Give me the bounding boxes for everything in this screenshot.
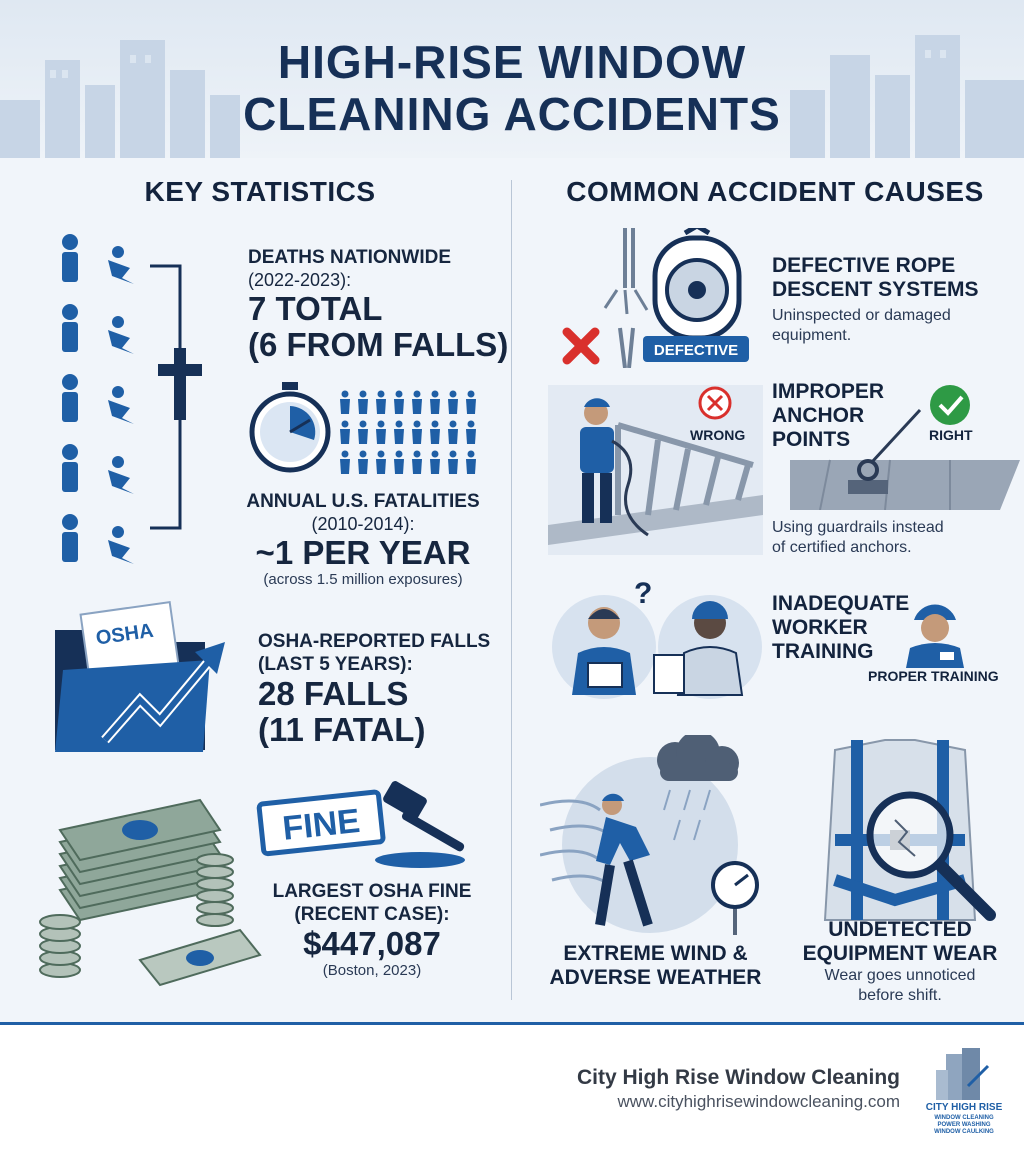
small-person-body — [340, 399, 350, 414]
title-line-1: HIGH-RISE WINDOW — [277, 36, 747, 88]
gauge-icon — [713, 863, 757, 935]
small-person-icon — [378, 421, 385, 428]
small-person-icon — [450, 451, 457, 458]
small-person-icon — [414, 391, 421, 398]
deaths-detail: (6 FROM FALLS) — [248, 326, 509, 363]
small-person-body — [394, 459, 404, 474]
rope-title-2: DESCENT SYSTEMS — [772, 278, 979, 301]
small-person-body — [448, 399, 458, 414]
fine-value: $447,087 — [303, 925, 441, 962]
small-person-icon — [396, 451, 403, 458]
wear-title-1: UNDETECTED — [828, 918, 972, 941]
company-url[interactable]: www.cityhighrisewindowcleaning.com — [617, 1092, 900, 1111]
anchor-desc — [772, 518, 944, 558]
annual-value: ~1 PER YEAR — [255, 534, 471, 571]
svg-text:?: ? — [634, 577, 653, 610]
fine-note: (Boston, 2023) — [322, 962, 422, 979]
small-person-body — [340, 459, 350, 474]
fine-stamp-text: FINE — [280, 801, 362, 848]
deaths-illustration — [50, 228, 230, 568]
falling-person-icon — [108, 246, 134, 564]
small-person-body — [466, 399, 476, 414]
annual-note: (across 1.5 million exposures) — [263, 571, 463, 588]
proper-training-label: PROPER TRAINING — [868, 668, 999, 684]
annual-period: (2010-2014): — [311, 514, 415, 534]
small-person-icon — [342, 421, 349, 428]
weather-cause — [548, 942, 763, 990]
deaths-value: 7 TOTAL — [248, 290, 383, 327]
logo-line-2: WINDOW CLEANING — [934, 1115, 994, 1121]
osha-label-2: (LAST 5 YEARS): — [258, 654, 413, 675]
small-person-body — [448, 459, 458, 474]
deaths-label: DEATHS NATIONWIDE — [248, 247, 452, 268]
cross-icon — [158, 348, 202, 420]
people-grid-icon — [340, 391, 476, 475]
rope-desc-1: Uninspected or damaged — [772, 307, 951, 324]
training-title-1: INADEQUATE — [772, 592, 910, 615]
training-cause — [772, 592, 909, 664]
weather-title-1: EXTREME WIND & — [563, 942, 748, 965]
small-person-icon — [432, 391, 439, 398]
check-mark-icon — [930, 385, 970, 425]
small-person-icon — [450, 391, 457, 398]
anchor-title-3: POINTS — [772, 428, 851, 451]
annual-illustration — [248, 380, 488, 480]
small-person-icon — [396, 421, 403, 428]
fine-label-2: (RECENT CASE): — [294, 904, 450, 925]
small-person-icon — [432, 421, 439, 428]
small-person-body — [430, 429, 440, 444]
small-person-body — [430, 399, 440, 414]
annual-stat — [228, 490, 498, 588]
right-label: RIGHT — [929, 427, 973, 443]
anchor-title-1: IMPROPER — [772, 380, 885, 403]
small-person-body — [358, 429, 368, 444]
wear-cause — [780, 918, 1020, 1006]
x-mark-icon — [567, 332, 595, 360]
osha-stat — [258, 630, 490, 748]
small-person-icon — [378, 451, 385, 458]
pulley-icon — [655, 228, 739, 338]
small-person-body — [376, 459, 386, 474]
anchor-desc-1: Using guardrails instead — [772, 519, 944, 536]
wrong-label: WRONG — [690, 427, 746, 443]
deaths-period: (2022-2023): — [248, 270, 352, 290]
small-person-body — [394, 399, 404, 414]
small-person-body — [412, 399, 422, 414]
page-title — [0, 36, 1024, 140]
small-person-body — [340, 429, 350, 444]
rope-illustration — [555, 228, 755, 368]
rope-cause — [772, 254, 979, 346]
small-person-icon — [450, 421, 457, 428]
small-person-icon — [396, 391, 403, 398]
small-person-body — [412, 429, 422, 444]
rope-desc-2: equipment. — [772, 327, 852, 344]
small-person-body — [448, 429, 458, 444]
small-person-body — [412, 459, 422, 474]
small-person-body — [466, 429, 476, 444]
harness-illustration — [795, 730, 1005, 930]
small-person-body — [466, 459, 476, 474]
folder-icon — [55, 602, 210, 752]
small-person-icon — [414, 421, 421, 428]
money-illustration — [30, 780, 270, 990]
osha-value-2: (11 FATAL) — [258, 711, 426, 748]
osha-icon-text: OSHA — [94, 619, 155, 650]
gavel-icon — [375, 780, 466, 868]
osha-label-1: OSHA-REPORTED FALLS — [258, 631, 491, 652]
title-line-2: CLEANING ACCIDENTS — [243, 88, 781, 140]
small-person-body — [430, 459, 440, 474]
small-person-icon — [360, 451, 367, 458]
company-name: City High Rise Window Cleaning — [577, 1066, 900, 1089]
accident-causes-heading: COMMON ACCIDENT CAUSES — [566, 176, 984, 207]
small-person-icon — [360, 421, 367, 428]
osha-illustration — [45, 600, 245, 760]
key-statistics-heading: KEY STATISTICS — [144, 176, 376, 207]
logo-line-1: CITY HIGH RISE — [925, 1102, 1003, 1113]
small-person-body — [376, 399, 386, 414]
stopwatch-icon — [252, 382, 328, 470]
fine-illustration — [255, 780, 495, 870]
fine-stamp — [259, 792, 384, 854]
small-person-icon — [432, 451, 439, 458]
training-title-2: WORKER — [772, 616, 868, 639]
small-person-icon — [342, 451, 349, 458]
wear-desc-1: Wear goes unnoticed — [824, 967, 976, 984]
anchor-title-2: ANCHOR — [772, 404, 865, 427]
osha-value-1: 28 FALLS — [258, 675, 409, 712]
small-person-icon — [360, 391, 367, 398]
weather-illustration — [540, 735, 770, 935]
x-mark-icon — [700, 388, 730, 418]
annual-label: ANNUAL U.S. FATALITIES — [246, 491, 480, 512]
company-logo — [924, 1046, 1004, 1138]
logo-line-4: WINDOW CAULKING — [934, 1129, 994, 1135]
small-person-icon — [342, 391, 349, 398]
weather-title-2: ADVERSE WEATHER — [549, 966, 762, 989]
rope-title-1: DEFECTIVE ROPE — [772, 254, 956, 277]
training-illustration — [552, 575, 762, 700]
anchor-desc-2: of certified anchors. — [772, 539, 912, 556]
small-person-icon — [378, 391, 385, 398]
proper-training-icon — [900, 598, 970, 668]
defective-badge: DEFECTIVE — [653, 342, 739, 359]
anchor-illustration — [790, 380, 1020, 510]
small-person-icon — [468, 391, 475, 398]
person-icon — [62, 234, 78, 562]
small-person-body — [394, 429, 404, 444]
guardrail-illustration — [548, 385, 763, 555]
column-divider — [511, 180, 512, 1000]
training-title-3: TRAINING — [772, 640, 874, 663]
small-person-icon — [414, 451, 421, 458]
small-person-icon — [468, 421, 475, 428]
small-person-icon — [468, 451, 475, 458]
small-person-body — [358, 459, 368, 474]
cloud-icon — [657, 735, 739, 781]
building-logo-icon — [936, 1048, 988, 1100]
wear-desc-2: before shift. — [858, 987, 942, 1004]
fine-stat — [252, 880, 492, 979]
wear-title-2: EQUIPMENT WEAR — [802, 942, 998, 965]
small-person-body — [358, 399, 368, 414]
logo-line-3: POWER WASHING — [937, 1122, 991, 1128]
fine-label-1: LARGEST OSHA FINE — [272, 881, 472, 902]
small-person-body — [376, 429, 386, 444]
deaths-stat — [248, 246, 508, 363]
